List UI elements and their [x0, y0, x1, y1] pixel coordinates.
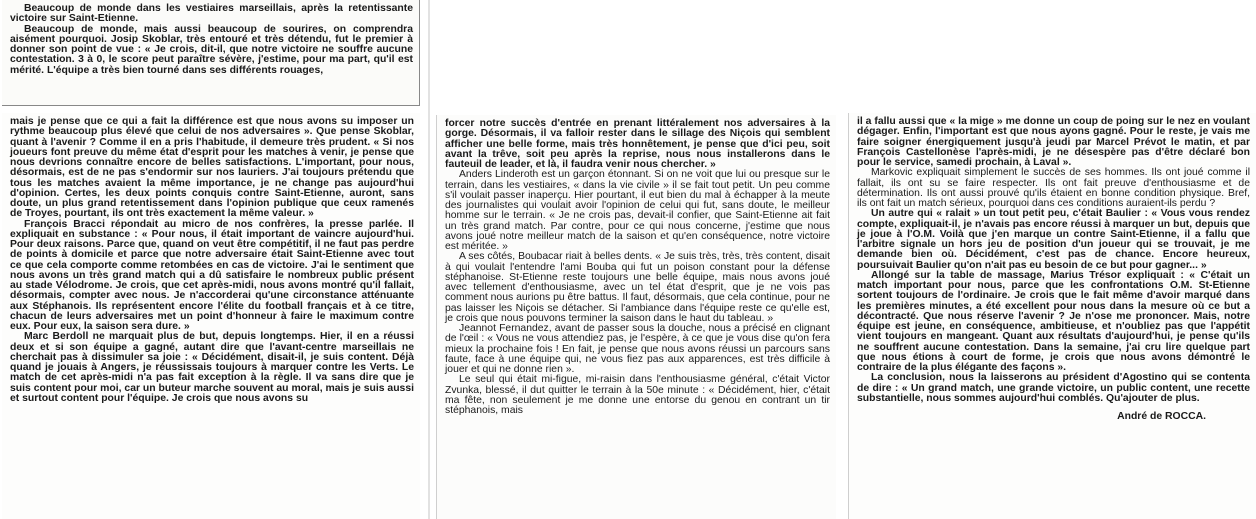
page-fold [428, 0, 430, 519]
paragraph: François Bracci répondait au micro de nos confrères, la presse parlée. Il expliquait en substance : « Pour nous, il était important de vaincre aujourd'hui. Pour deux raisons. Parce que, quand on veut être compétitif, il ne faut pas perdre de points à domicile et parce que notre adversaire était Saint-Etienne avec tout ce que cela comporte comme retombées en cas de victoire. J'ai le sentiment que nous avons un très grand match qui a dû satisfaire le nombreux public présent au stade Vélodrome. Je crois, que cet après-midi, nous avons montré qu'il fallait, désormais, compter avec nous. Je n'accorderai qu'une circonstance atténuante aux Stéphanois. Ils représentent encore l'élite du football français et à ce titre, chacun de leurs adversaires met un point d'honneur à faire le maximum contre eux. Pour eux, la saison sera dure. » [10, 218, 414, 332]
paragraph: Anders Linderoth est un garçon étonnant. Si on ne voit que lui ou presque sur le terrain, dans les vestiaires, « dans la vie civile » il se fait tout petit. Un peu comme s'il voulait passer inaperçu. Hier pourtant, il eut bien du mal à échapper à la meute des journalistes qui voulait avoir l'opinion de celui qui fut, sans doute, le meilleur homme sur le terrain. « Je ne crois pas, devait-il confier, que Saint-Etienne ait fait un très grand match. Par contre, pour ce qui nous concerne, j'estime que nous avons joué notre meilleur match de la saison et qu'en conséquence, notre victoire est méritée. » [445, 169, 830, 252]
paragraph: il a fallu aussi que « la mige » me donne un coup de poing sur le nez en voulant dégager. Enfin, l'important est que nous ayons gagné. Pour le reste, je vais me faire soigner énergiquement jusqu'à jeudi par Marcel Prévot le matin, et par François Castellonèse l'après-midi, je ne désespère pas d'être déclaré bon pour le service, samedi prochain, à Laval ». [857, 116, 1250, 168]
paragraph: Le seul qui était mi-figue, mi-raisin dans l'enthousiasme général, c'était Victor Zvunka, blessé, il dut quitter le terrain à la 50e minute : « Décidément, hier, c'était ma fête, non seulement je me donne une entorse du genou en contrant un tir stéphanois, mais [445, 374, 830, 416]
paragraph: Marc Berdoll ne marquait plus de but, depuis longtemps. Hier, il en a réussi deux et si son équipe a gagné, autant dire que l'avant-centre marseillais ne cherchait pas à dissimuler sa joie : « Décidément, disait-il, je suis content. Déjà quand je jouais à Angers, je réussissais toujours à marquer contre les Verts. Le match de cet après-midi n'a pas fait exception à la règle. Il va sans dire que je suis content pour moi, car un buteur marche souvent au moral, mais je suis aussi et surtout content pour l'équipe. Je crois que nous avons su [10, 331, 414, 404]
paragraph: Markovic expliquait simplement le succès de ses hommes. Ils ont joué comme il fallait, ils ont su se faire respecter. Ils ont fait preuve d'enthousiasme et de détermination. Ils ont aussi prouvé qu'ils étaient en bonne condition physique. Bref, ils ont fait un match sérieux, pourquoi dans ces conditions auraient-ils perdu ? [857, 167, 1250, 209]
intro-paragraph: Beaucoup de monde dans les vestiaires marseillais, après la retentissante victoire sur Saint-Etienne. [10, 3, 413, 25]
paragraph: Allongé sur la table de massage, Marius Trésor expliquait : « C'était un match important pour nous, parce que les confrontations O.M. St-Etienne sortent toujours de l'ordinaire. Je crois que le fait même d'avoir marqué dans les premières minutes, a été excellent pour nous dans la mesure où ce but a décontracté. Que nous réserve l'avenir ? Je n'ose me prononcer. Mais, notre équipe est jeune, en conséquence, ambitieuse, et n'oubliez pas que l'appétit vient toujours en mangeant. Quant aux résultats d'aujourd'hui, je pense qu'ils ne souffrent aucune contestation. Dans la semaine, j'ai cru lire quelque part que nous étions à court de forme, je crois que nous avons démontré le contraire de la plus élégante des façons ». [857, 269, 1250, 373]
article-column-2 [436, 115, 836, 519]
paragraph: forcer notre succès d'entrée en prenant littéralement nos adversaires à la gorge. Désormais, il va falloir rester dans le sillage des Niçois qui semblent afficher une belle forme, mais très honnêtement, je pense que d'ici peu, soit avant la trêve, soit peu après la reprise, nous nous installerons dans le fauteuil de leader, et là, il faudra venir nous chercher. » [445, 118, 830, 170]
article-intro-column [2, 0, 420, 106]
author-signature: André de ROCCA. [1117, 411, 1206, 422]
paragraph: Jeannot Fernandez, avant de passer sous la douche, nous a précisé en clignant de l'œil : « Vous ne vous attendiez pas, je l'espère, à ce que je vous dise qu'on fera mieux la prochaine fois ! En fait, je pense que nous avons réussi un parcours sans faute, face à une équipe qui, ne vous fiez pas aux apparences, est très difficile à jouer et qui ne donne rien ». [445, 323, 830, 375]
paragraph: Un autre qui « ralait » un tout petit peu, c'était Baulier : « Vous vous rendez compte, expliquait-il, je n'avais pas encore réussi à marquer un but, depuis que je joue à l'O.M. Voilà que j'en marque un contre Saint-Etienne, il a fallu que l'arbitre signale un hors jeu de position d'un joueur qui se trouvait, je me demande bien où. Décidément, c'est pas de chance. Encore heureux, poursuivait Baulier qu'on n'ait pas eu besoin de ce but pour gagner... » [857, 208, 1250, 271]
paragraph: mais je pense que ce qui a fait la différence est que nous avons su imposer un rythme beaucoup plus élevé que celui de nos adversaires ». Que pense Skoblar, quant à l'avenir ? Comme il en a pris l'habitude, il demeure très prudent. « Si nos joueurs font preuve du même état d'esprit pour les matches à venir, je pense que nous devrions connaître encore de belles satisfactions. L'important, pour nous, désormais, est de ne pas s'endormir sur nos lauriers. J'ai toujours prétendu que tous les matches avaient la même importance, je ne change pas aujourd'hui d'opinion. Certes, les deux points conquis contre Saint-Etienne, auront, sans doute, un plus grand retentissement dans l'opinion publique que ceux ramenés de Troyes, pourtant, ils ont très exactement la même valeur. » [10, 116, 414, 220]
intro-paragraph: Beaucoup de monde, mais aussi beaucoup de sourires, on comprendra aisément pourquoi. Josip Skoblar, très entouré et très détendu, fut le premier à donner son point de vue : « Je crois, dit-il, que notre victoire ne souffre aucune contestation. 3 à 0, le score peut paraître sévère, j'estime, pour ma part, qu'il est mérité. L'équipe a très bien tourné dans ses différents rouages, [10, 23, 413, 76]
article-column-3 [848, 113, 1256, 519]
paragraph: A ses côtés, Boubacar riait à belles dents. « Je suis très, très, très content, disait à qui voulait l'entendre l'ami Bouba qui fut un poison constant pour la défense stéphanoise. St-Etienne reste toujours une belle équipe, mais nous avons joué avec tellement d'enthousiasme, avec un tel état d'esprit, que je ne vois pas comment nous aurions pu être battus. Il faut, désormais, que cela continue, pour ne pas laisser les Niçois se détacher. Si l'ambiance dans l'équipe reste ce qu'elle est, je crois que nous pouvons terminer la saison dans le haut du tableau. » [445, 251, 830, 324]
article-column-1 [2, 113, 420, 519]
paragraph: La conclusion, nous la laisserons au président d'Agostino qui se contenta de dire : « Un grand match, une grande victoire, un public content, une recette substantielle, nous sommes aujourd'hui comblés. Qu'ajouter de plus. [857, 372, 1250, 404]
